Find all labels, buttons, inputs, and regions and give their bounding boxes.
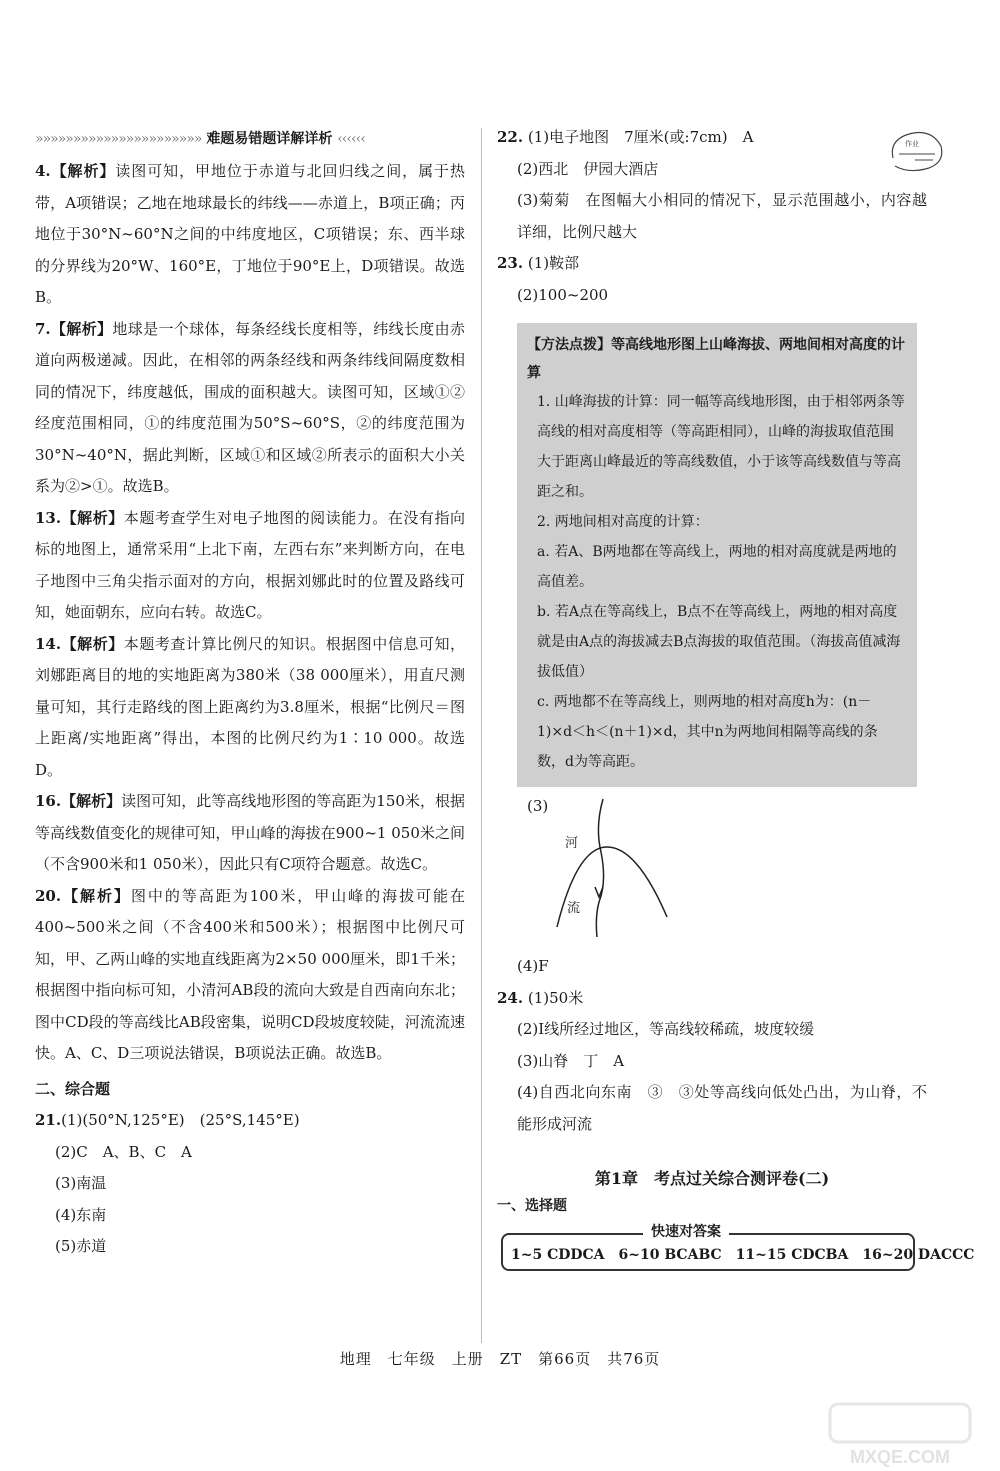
q23-num: 23. <box>497 254 524 272</box>
quick-answer-text: 1~5 CDDCA 6~10 BCABC 11~15 CDCBA 16~20 DACCC <box>511 1246 975 1263</box>
answer-tag: 【解析】 <box>61 792 122 810</box>
q21-line-1: (1)(50°N,125°E) (25°S,145°E) <box>61 1111 300 1129</box>
answer-paragraph <box>35 881 465 1070</box>
column-divider <box>481 128 482 1343</box>
method-item-2: 2. 两地间相对高度的计算： <box>537 514 709 530</box>
watermark-text: MXQE.COM <box>849 1447 951 1467</box>
answer-number: 13. <box>35 508 62 527</box>
q23-4: (4)F <box>517 957 549 975</box>
answer-text: 地球是一个球体，每条经线长度相等，纬线长度由赤道向两极递减。因此，在相邻的两条经线和两条纬线间隔度数相同的情况下，纬度越低，围成的面积越大。读图可知，区域①②经度范围相同，①的纬度范围为50°S~60°S，②的纬度范围为30°N~40°N，据此判断，区域①和区域②所表示的面积大小关系为②>①。故选B。 <box>35 319 465 495</box>
q24-line-4: (4)自西北向东南 ③ ③处等高线向低处凸出，为山脊，不能形成河流 <box>517 1083 927 1133</box>
q23-line-1: (1)鞍部 <box>527 254 580 272</box>
q22-line-3: (3)菊菊 在图幅大小相同的情况下，显示范围越小，内容越详细，比例尺越大 <box>517 191 927 241</box>
q22-line-2: (2)西北 伊园大酒店 <box>517 159 659 178</box>
q21-num: 21. <box>35 1111 62 1129</box>
chapter-title: 第1章 考点过关综合测评卷(二) <box>594 1169 830 1188</box>
answer-text: 图中的等高距为100米，甲山峰的海拔可能在400~500米之间（不含400米和500米）；根据图中比例尺可知，甲、乙两山峰的实地直线距离为2×50 000厘米，即1千米；根据图中指向标可知，小清河AB段的流向大致是自西南向东北；图中CD段的等高线比AB段密集，说明CD段坡度较陡，河流流速快。A、C、D三项说法错误，B项说法正确。故选B。 <box>35 886 465 1062</box>
q24 <box>497 983 927 1141</box>
q23 <box>497 248 927 311</box>
q24-line-1: (1)50米 <box>527 988 584 1007</box>
watermark-logo <box>800 1400 1000 1470</box>
method-box <box>517 323 917 787</box>
answer-paragraph <box>35 786 465 881</box>
answer-paragraph <box>35 503 465 629</box>
answer-number: 16. <box>35 792 62 810</box>
method-item-5: c. 两地都不在等高线上，则两地的相对高度h为：(n－1)×d＜h＜(n＋1)×d，其中n为两地间相隔等高线的条数，d为等高距。 <box>537 694 878 770</box>
homework-stamp <box>885 128 947 174</box>
left-column <box>35 128 465 1263</box>
q24-num: 24. <box>497 988 524 1007</box>
answer-text: 本题考查计算比例尺的知识。根据图中信息可知，刘娜距离目的地的实地距离为380米（38 000厘米），用直尺测量可知，其行走路线的图上距离约为3.8厘米，根据“比例尺＝图上距离/实地距离”得出，本图的比例尺约为1∶10 000。故选D。 <box>35 634 465 779</box>
quick-answer-title: 快速对答案 <box>643 1221 729 1241</box>
method-item-3: a. 若A、B两地都在等高线上，两地的相对高度就是两地的高值差。 <box>537 544 897 590</box>
method-title: 【方法点拨】等高线地形图上山峰海拔、两地间相对高度的计算 <box>527 337 905 381</box>
q21-line-5: (5)赤道 <box>55 1237 107 1255</box>
answer-paragraph <box>35 314 465 503</box>
method-item-1: 1. 山峰海拔的计算：同一幅等高线地形图，由于相邻两条等高线的相对高度相等（等高距相同），山峰的海拔取值范围大于距离山峰最近的等高线数值，小于该等高线数值与等高距之和。 <box>537 394 905 500</box>
answer-tag: 【解析】 <box>61 508 124 527</box>
answer-paragraph <box>35 156 465 314</box>
river-ridge-sketch <box>537 797 697 947</box>
answer-text: 读图可知，此等高线地形图的等高距为150米，根据等高线数值变化的规律可知，甲山峰的海拔在900~1 050米之间（不含900米和1 050米），因此只有C项符合题意。故选C。 <box>35 792 465 873</box>
answer-number: 20. <box>35 886 62 905</box>
stamp-text: 作业 <box>905 141 919 148</box>
answer-text: 读图可知，甲地位于赤道与北回归线之间，属于热带，A项错误；乙地在地球最长的纬线——赤道上，B项正确；丙地位于30°N~60°N之间的中纬度地区，C项错误；东、西半球的分界线为20°W、160°E，丁地位于90°E上，D项错误。故选B。 <box>35 162 465 306</box>
q21 <box>35 1105 465 1263</box>
right-column <box>497 128 975 1271</box>
section-1-title: 一、选择题 <box>497 1198 567 1214</box>
answer-number: 14. <box>35 634 62 653</box>
q24-line-3: (3)山脊 丁 A <box>517 1051 625 1070</box>
quick-answer-box <box>501 1223 975 1271</box>
section-2-title: 二、综合题 <box>35 1079 111 1098</box>
fig-label-liu: 流 <box>567 901 581 916</box>
answer-tag: 【解析】 <box>61 634 124 653</box>
header-arrows-right: ‹‹‹‹‹‹ <box>337 131 365 147</box>
answer-text: 本题考查学生对电子地图的阅读能力。在没有指向标的地图上，通常采用“上北下南，左西右东”来判断方向，在电子地图中三角尖指示面对的方向，根据刘娜此时的位置及路线可知，她面朝东，应向右转。故选C。 <box>35 508 465 621</box>
q24-line-2: (2)Ⅰ线所经过地区，等高线较稀疏，坡度较缓 <box>517 1020 815 1038</box>
answer-paragraph <box>35 629 465 787</box>
q23-3-label: (3) <box>527 797 549 815</box>
section-header <box>35 128 465 148</box>
header-title: 难题易错题详解详析 <box>206 131 333 147</box>
fig-label-he: 河 <box>565 836 579 851</box>
method-item-4: b. 若A点在等高线上，B点不在等高线上，两地的相对高度就是由A点的海拔减去B点海拔的取值范围。（海拔高值减海拔低值） <box>537 604 901 680</box>
answer-number: 7. <box>35 319 51 338</box>
answer-tag: 【解析】 <box>61 886 131 905</box>
q21-line-4: (4)东南 <box>55 1205 107 1224</box>
answer-tag: 【解析】 <box>50 319 113 338</box>
q22 <box>497 122 927 248</box>
answer-list <box>35 156 465 1070</box>
q22-line-1: (1)电子地图 7厘米(或:7cm) A <box>527 128 754 146</box>
answer-number: 4. <box>35 162 51 180</box>
q21-line-2: (2)C A、B、C A <box>55 1142 192 1161</box>
q23-line-2: (2)100~200 <box>517 285 609 304</box>
header-arrows: »»»»»»»»»»»»»»»»»»»»»» <box>35 131 202 147</box>
q22-num: 22. <box>497 128 524 146</box>
answer-tag: 【解析】 <box>50 162 116 180</box>
page-footer: 地理 七年级 上册 ZT 第66页 共76页 <box>339 1350 661 1368</box>
river-diagram <box>517 797 927 947</box>
q21-line-3: (3)南温 <box>55 1174 107 1192</box>
